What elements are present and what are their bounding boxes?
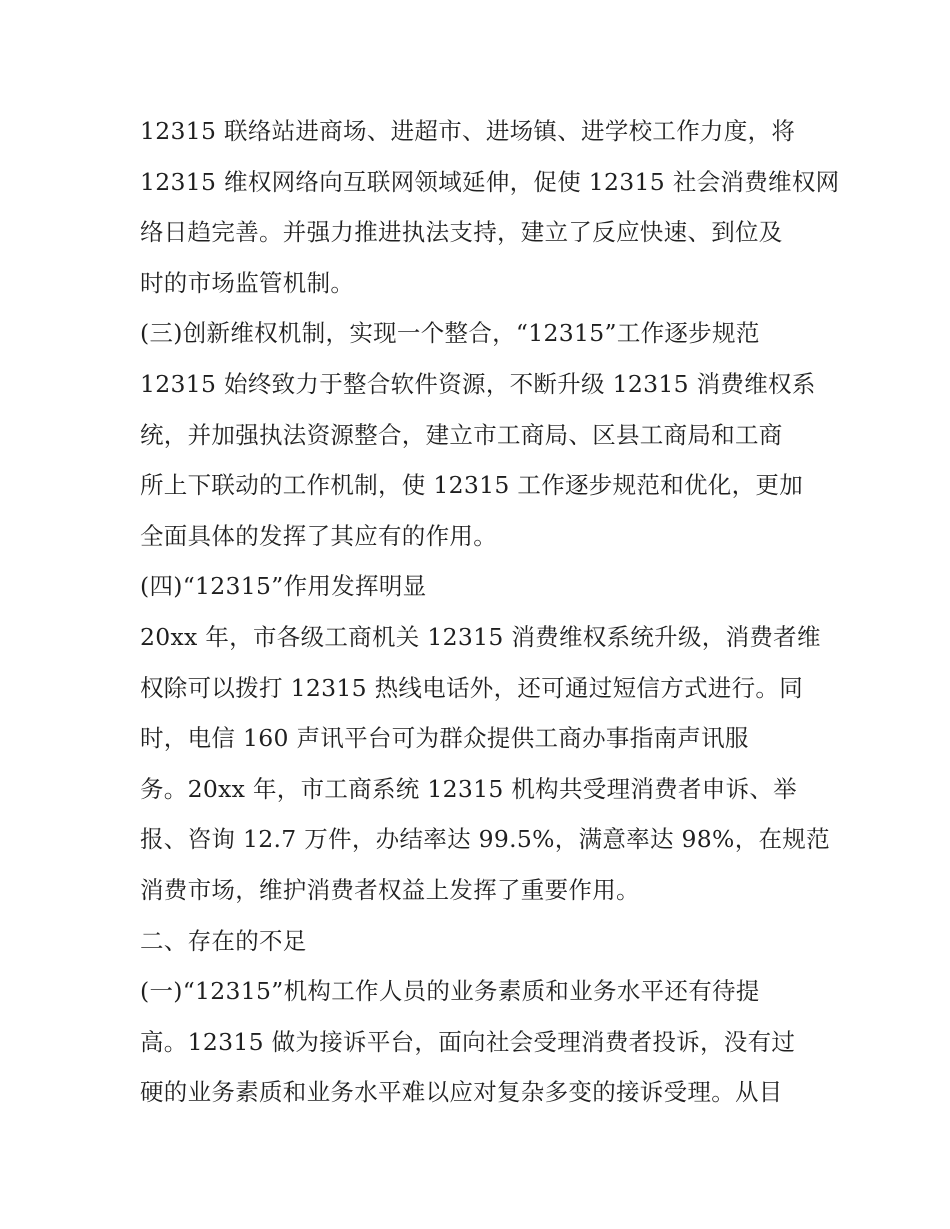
text-line: 权除可以拨打 12315 热线电话外，还可通过短信方式进行。同 — [140, 673, 803, 702]
section-heading: (三)创新维权机制，实现一个整合，“12315”工作逐步规范 — [140, 319, 760, 348]
text-line: 报、咨询 12.7 万件，办结率达 99.5%，满意率达 98%，在规范 — [140, 825, 830, 854]
text-line: 12315 始终致力于整合软件资源，不断升级 12315 消费维权系 — [140, 369, 816, 398]
text-line: 20xx 年，市各级工商机关 12315 消费维权系统升级，消费者维 — [140, 622, 821, 651]
text-line: 消费市场，维护消费者权益上发挥了重要作用。 — [140, 875, 640, 904]
text-line: 时，电信 160 声讯平台可为群众提供工商办事指南声讯服 — [140, 724, 749, 753]
text-line: 络日趋完善。并强力推进执法支持，建立了反应快速、到位及 — [140, 218, 783, 247]
text-line: 所上下联动的工作机制，使 12315 工作逐步规范和优化，更加 — [140, 471, 803, 500]
text-line: 12315 联络站进商场、进超市、进场镇、进学校工作力度，将 — [140, 117, 796, 145]
text-line: 时的市场监管机制。 — [140, 268, 355, 297]
section-heading: (四)“12315”作用发挥明显 — [140, 572, 427, 601]
section-heading: 二、存在的不足 — [140, 926, 307, 955]
document-body — [140, 106, 840, 1118]
text-line: 12315 维权网络向互联网领域延伸，促使 12315 社会消费维权网 — [140, 167, 840, 196]
text-line: 统，并加强执法资源整合，建立市工商局、区县工商局和工商 — [140, 420, 783, 449]
text-line: 高。12315 做为接诉平台，面向社会受理消费者投诉，没有过 — [140, 1027, 796, 1056]
text-line: 务。20xx 年，市工商系统 12315 机构共受理消费者申诉、举 — [140, 774, 797, 803]
section-heading: (一)“12315”机构工作人员的业务素质和业务水平还有待提 — [140, 977, 760, 1006]
text-line: 全面具体的发挥了其应有的作用。 — [140, 521, 497, 550]
text-line: 硬的业务素质和业务水平难以应对复杂多变的接诉受理。从目 — [140, 1078, 783, 1107]
